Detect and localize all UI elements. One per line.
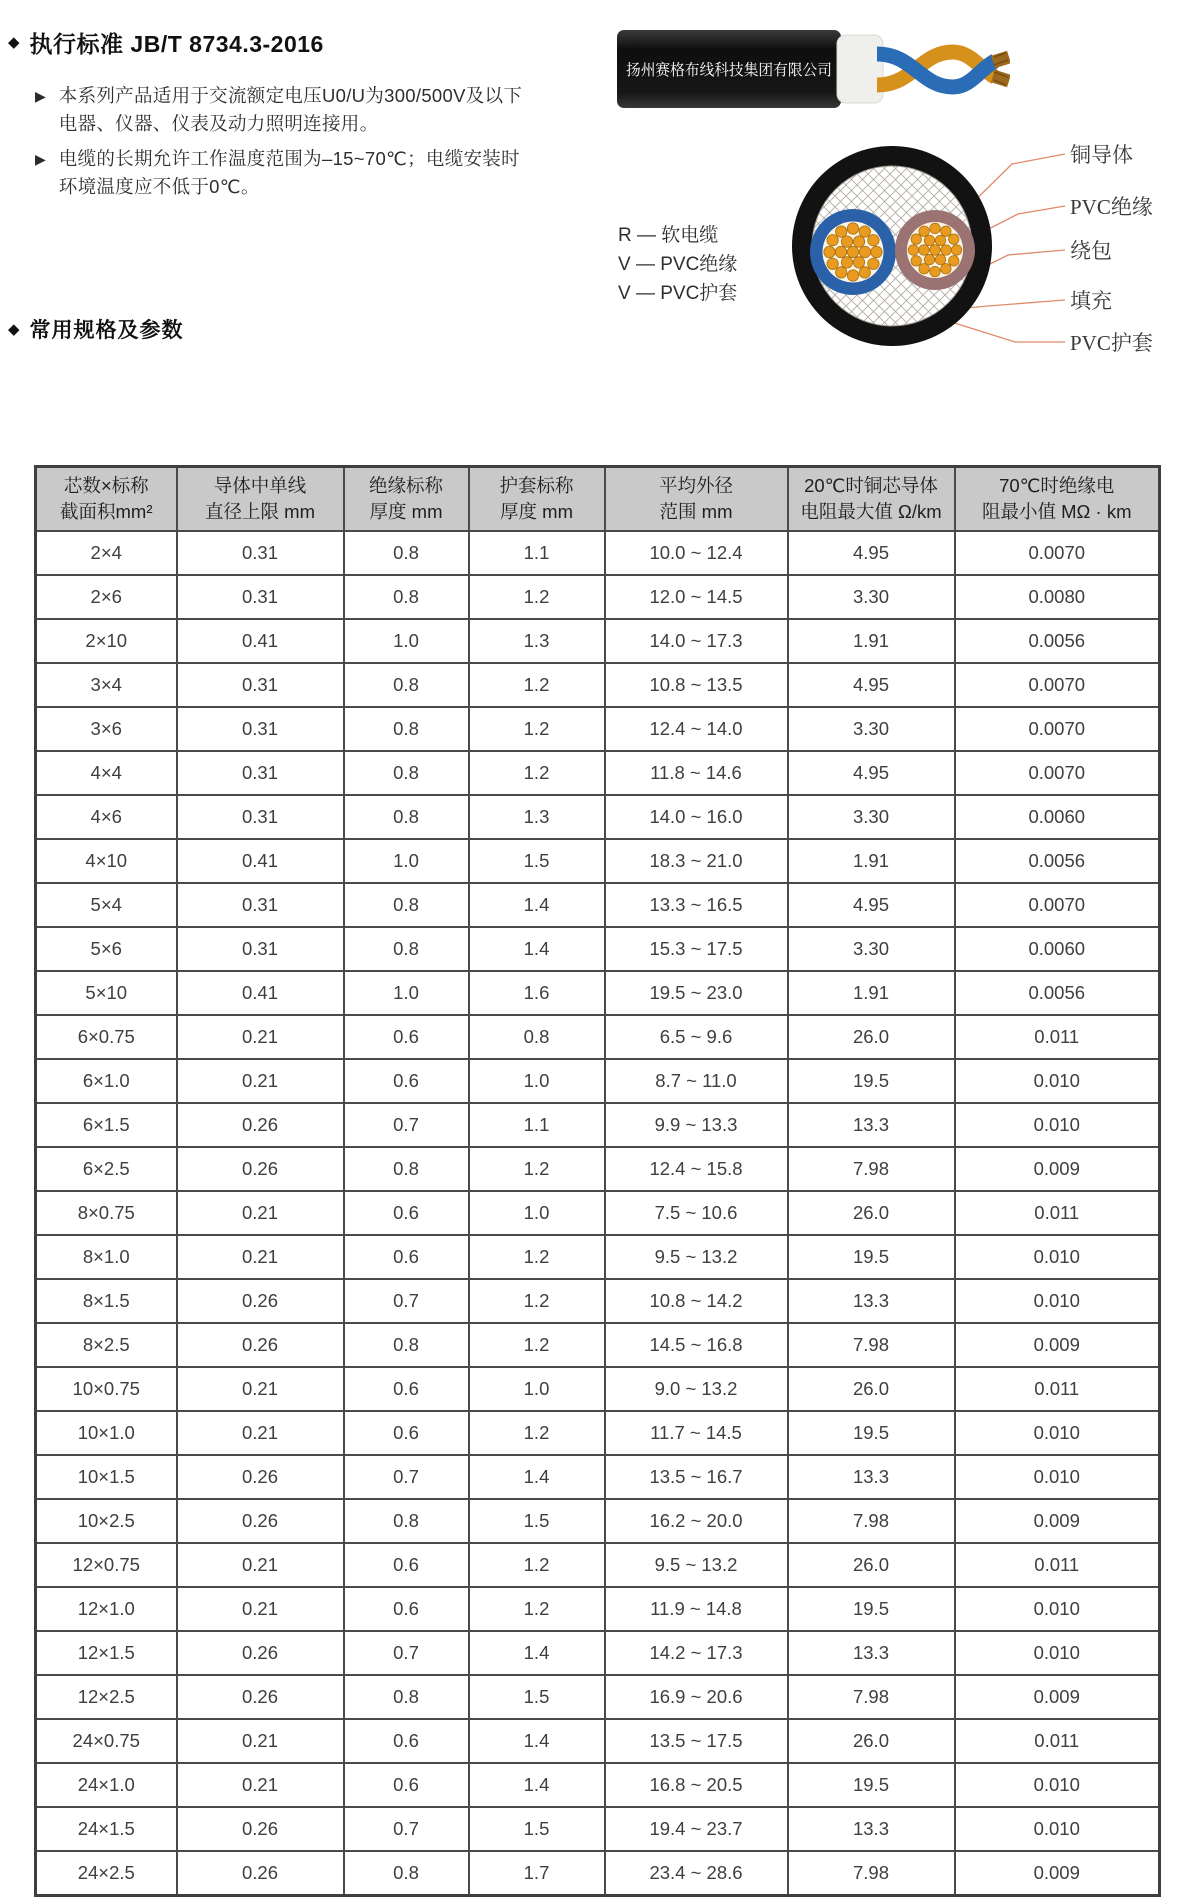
col-header-max-resistance: 20℃时铜芯导体 电阻最大值 Ω/km: [788, 467, 955, 532]
cable-inner-sheath: [837, 35, 883, 103]
table-cell: 0.7: [344, 1279, 469, 1323]
table-cell: 1.1: [469, 531, 605, 575]
table-cell: 0.26: [177, 1631, 344, 1675]
table-row: [36, 707, 1160, 751]
table-cell: 26.0: [788, 1543, 955, 1587]
table-cell: 0.6: [344, 1411, 469, 1455]
table-cell: 4×10: [36, 839, 177, 883]
table-cell: 14.0 ~ 17.3: [605, 619, 788, 663]
table-cell: 0.0056: [955, 619, 1160, 663]
table-cell: 6×1.0: [36, 1059, 177, 1103]
bullet-line: 电缆的长期允许工作温度范围为–15~70℃；电缆安装时: [58, 148, 520, 169]
table-cell: 7.98: [788, 1323, 955, 1367]
table-row: [36, 1411, 1160, 1455]
table-cell: 0.011: [955, 1543, 1160, 1587]
standard-title-text: 执行标准 JB/T 8734.3-2016: [29, 31, 324, 57]
table-cell: 0.31: [177, 531, 344, 575]
table-row: [36, 531, 1160, 575]
table-cell: 2×6: [36, 575, 177, 619]
table-cell: 0.21: [177, 1059, 344, 1103]
table-cell: 0.7: [344, 1103, 469, 1147]
section-title-text: 常用规格及参数: [29, 319, 184, 342]
table-cell: 19.5 ~ 23.0: [605, 971, 788, 1015]
table-row: [36, 1675, 1160, 1719]
table-header-row: [36, 467, 1160, 532]
model-letter-legend: [618, 221, 737, 308]
table-cell: 10.8 ~ 13.5: [605, 663, 788, 707]
table-cell: 11.8 ~ 14.6: [605, 751, 788, 795]
table-cell: 10.8 ~ 14.2: [605, 1279, 788, 1323]
table-cell: 7.98: [788, 1675, 955, 1719]
table-cell: 4.95: [788, 751, 955, 795]
table-cell: 10×1.0: [36, 1411, 177, 1455]
table-row: [36, 1103, 1160, 1147]
table-cell: 5×4: [36, 883, 177, 927]
table-row: [36, 619, 1160, 663]
table-cell: 0.009: [955, 1323, 1160, 1367]
triangle-bullet-icon: ▶: [35, 151, 46, 167]
table-cell: 5×6: [36, 927, 177, 971]
table-cell: 0.31: [177, 795, 344, 839]
table-cell: 12.4 ~ 14.0: [605, 707, 788, 751]
brown-core-copper-strands: [907, 222, 963, 278]
table-cell: 11.9 ~ 14.8: [605, 1587, 788, 1631]
table-cell: 1.2: [469, 663, 605, 707]
col-header-min-insulation-resistance: 70℃时绝缘电 阻最小值 MΩ · km: [955, 467, 1160, 532]
table-cell: 0.0070: [955, 751, 1160, 795]
table-cell: 1.2: [469, 751, 605, 795]
table-cell: 0.26: [177, 1147, 344, 1191]
blue-core-copper-strands: [823, 222, 884, 283]
table-cell: 0.6: [344, 1367, 469, 1411]
table-cell: 0.26: [177, 1323, 344, 1367]
table-cell: 1.0: [344, 971, 469, 1015]
table-cell: 0.21: [177, 1015, 344, 1059]
table-cell: 1.2: [469, 1543, 605, 1587]
table-cell: 0.8: [344, 883, 469, 927]
table-cell: 0.6: [344, 1191, 469, 1235]
table-row: [36, 1807, 1160, 1851]
bullet-item: [35, 145, 535, 201]
table-cell: 13.3: [788, 1807, 955, 1851]
diamond-bullet-icon: ◆: [8, 320, 20, 338]
table-cell: 6×0.75: [36, 1015, 177, 1059]
label-copper-conductor: 铜导体: [1070, 143, 1133, 167]
table-cell: 13.5 ~ 16.7: [605, 1455, 788, 1499]
label-filler: 填充: [1070, 289, 1112, 313]
bullet-line: 本系列产品适用于交流额定电压U0/U为300/500V及以下: [58, 85, 523, 106]
table-cell: 14.2 ~ 17.3: [605, 1631, 788, 1675]
table-cell: 0.31: [177, 883, 344, 927]
table-cell: 19.5: [788, 1411, 955, 1455]
table-row: [36, 1587, 1160, 1631]
table-cell: 1.0: [469, 1191, 605, 1235]
triangle-bullet-icon: ▶: [35, 88, 46, 104]
table-row: [36, 795, 1160, 839]
table-cell: 24×1.0: [36, 1763, 177, 1807]
table-cell: 0.26: [177, 1675, 344, 1719]
intro-bullets: [35, 82, 535, 208]
table-cell: 0.21: [177, 1191, 344, 1235]
table-cell: 0.21: [177, 1543, 344, 1587]
table-cell: 19.5: [788, 1235, 955, 1279]
legend-line: V — PVC绝缘: [618, 254, 738, 275]
table-cell: 0.010: [955, 1807, 1160, 1851]
table-cell: 0.8: [344, 663, 469, 707]
table-row: [36, 883, 1160, 927]
table-cell: 1.0: [469, 1059, 605, 1103]
table-cell: 0.8: [344, 575, 469, 619]
table-cell: 0.0070: [955, 883, 1160, 927]
table-cell: 6.5 ~ 9.6: [605, 1015, 788, 1059]
table-cell: 1.1: [469, 1103, 605, 1147]
table-cell: 3×4: [36, 663, 177, 707]
table-cell: 0.011: [955, 1367, 1160, 1411]
table-cell: 12×0.75: [36, 1543, 177, 1587]
table-cell: 0.0060: [955, 927, 1160, 971]
table-cell: 10×1.5: [36, 1455, 177, 1499]
table-cell: 26.0: [788, 1719, 955, 1763]
table-cell: 1.6: [469, 971, 605, 1015]
table-cell: 0.41: [177, 971, 344, 1015]
table-cell: 1.2: [469, 1587, 605, 1631]
table-row: [36, 1763, 1160, 1807]
table-cell: 0.0056: [955, 839, 1160, 883]
table-cell: 9.5 ~ 13.2: [605, 1235, 788, 1279]
table-row: [36, 1059, 1160, 1103]
col-header-outer-diameter: 平均外径 范围 mm: [605, 467, 788, 532]
table-cell: 1.2: [469, 1411, 605, 1455]
table-cell: 12×1.0: [36, 1587, 177, 1631]
table-cell: 26.0: [788, 1015, 955, 1059]
table-cell: 8.7 ~ 11.0: [605, 1059, 788, 1103]
table-cell: 18.3 ~ 21.0: [605, 839, 788, 883]
table-cell: 0.6: [344, 1543, 469, 1587]
table-cell: 1.3: [469, 619, 605, 663]
table-cell: 13.3 ~ 16.5: [605, 883, 788, 927]
table-cell: 1.91: [788, 839, 955, 883]
table-cell: 1.4: [469, 1763, 605, 1807]
bullet-line: 环境温度应不低于0℃。: [58, 176, 260, 197]
table-row: [36, 1323, 1160, 1367]
company-name-text: 扬州赛格布线科技集团有限公司: [626, 62, 844, 79]
table-cell: 0.26: [177, 1807, 344, 1851]
table-cell: 10×2.5: [36, 1499, 177, 1543]
table-cell: 13.3: [788, 1455, 955, 1499]
table-cell: 1.0: [344, 619, 469, 663]
table-cell: 1.5: [469, 1675, 605, 1719]
table-cell: 9.9 ~ 13.3: [605, 1103, 788, 1147]
spec-table-container: [34, 465, 1158, 1897]
table-cell: 13.3: [788, 1279, 955, 1323]
table-cell: 4.95: [788, 883, 955, 927]
table-cell: 13.3: [788, 1103, 955, 1147]
legend-line: V — PVC护套: [618, 283, 738, 304]
table-cell: 15.3 ~ 17.5: [605, 927, 788, 971]
table-cell: 11.7 ~ 14.5: [605, 1411, 788, 1455]
table-cell: 1.4: [469, 927, 605, 971]
cable-photo: [615, 28, 1010, 112]
table-row: [36, 1367, 1160, 1411]
table-cell: 0.31: [177, 575, 344, 619]
diamond-bullet-icon: ◆: [8, 34, 20, 51]
table-cell: 3.30: [788, 575, 955, 619]
table-row: [36, 839, 1160, 883]
table-cell: 1.2: [469, 1235, 605, 1279]
table-cell: 14.0 ~ 16.0: [605, 795, 788, 839]
table-row: [36, 1235, 1160, 1279]
table-cell: 0.7: [344, 1807, 469, 1851]
table-cell: 0.8: [344, 1675, 469, 1719]
table-cell: 0.010: [955, 1103, 1160, 1147]
table-row: [36, 751, 1160, 795]
table-cell: 0.8: [344, 1851, 469, 1896]
table-row: [36, 1499, 1160, 1543]
table-cell: 19.4 ~ 23.7: [605, 1807, 788, 1851]
table-cell: 10×0.75: [36, 1367, 177, 1411]
table-cell: 0.6: [344, 1719, 469, 1763]
table-cell: 24×0.75: [36, 1719, 177, 1763]
table-cell: 1.4: [469, 883, 605, 927]
table-cell: 12.0 ~ 14.5: [605, 575, 788, 619]
table-cell: 0.010: [955, 1279, 1160, 1323]
table-cell: 4.95: [788, 663, 955, 707]
table-cell: 0.0070: [955, 531, 1160, 575]
table-cell: 0.21: [177, 1411, 344, 1455]
table-cell: 0.009: [955, 1147, 1160, 1191]
table-cell: 0.8: [344, 1147, 469, 1191]
table-cell: 12×2.5: [36, 1675, 177, 1719]
table-cell: 8×2.5: [36, 1323, 177, 1367]
table-cell: 0.31: [177, 751, 344, 795]
table-row: [36, 1851, 1160, 1896]
table-cell: 1.2: [469, 1147, 605, 1191]
table-cell: 0.6: [344, 1763, 469, 1807]
table-cell: 3.30: [788, 795, 955, 839]
table-cell: 0.010: [955, 1059, 1160, 1103]
table-cell: 0.8: [344, 795, 469, 839]
table-cell: 0.6: [344, 1015, 469, 1059]
table-cell: 13.5 ~ 17.5: [605, 1719, 788, 1763]
table-cell: 1.2: [469, 575, 605, 619]
table-cell: 4×6: [36, 795, 177, 839]
table-cell: 1.4: [469, 1719, 605, 1763]
col-header-spec: 芯数×标称 截面积mm²: [36, 467, 177, 532]
table-cell: 0.6: [344, 1235, 469, 1279]
table-cell: 12.4 ~ 15.8: [605, 1147, 788, 1191]
table-cell: 16.2 ~ 20.0: [605, 1499, 788, 1543]
table-cell: 7.98: [788, 1499, 955, 1543]
table-cell: 13.3: [788, 1631, 955, 1675]
col-header-sheath-thickness: 护套标称 厚度 mm: [469, 467, 605, 532]
spec-table: [34, 465, 1161, 1897]
table-cell: 14.5 ~ 16.8: [605, 1323, 788, 1367]
table-cell: 0.010: [955, 1235, 1160, 1279]
table-cell: 1.91: [788, 619, 955, 663]
table-cell: 0.0070: [955, 707, 1160, 751]
table-cell: 1.0: [469, 1367, 605, 1411]
table-cell: 0.8: [344, 707, 469, 751]
table-row: [36, 575, 1160, 619]
table-cell: 0.31: [177, 663, 344, 707]
table-cell: 1.2: [469, 1323, 605, 1367]
table-row: [36, 1543, 1160, 1587]
table-cell: 0.011: [955, 1015, 1160, 1059]
table-cell: 26.0: [788, 1367, 955, 1411]
table-cell: 0.0080: [955, 575, 1160, 619]
table-cell: 0.8: [344, 531, 469, 575]
table-cell: 19.5: [788, 1059, 955, 1103]
table-cell: 3.30: [788, 927, 955, 971]
table-cell: 0.26: [177, 1455, 344, 1499]
table-cell: 0.41: [177, 839, 344, 883]
table-cell: 0.011: [955, 1191, 1160, 1235]
table-cell: 0.010: [955, 1763, 1160, 1807]
table-cell: 8×1.0: [36, 1235, 177, 1279]
table-cell: 1.91: [788, 971, 955, 1015]
table-cell: 0.6: [344, 1587, 469, 1631]
table-cell: 0.41: [177, 619, 344, 663]
table-cell: 0.009: [955, 1499, 1160, 1543]
table-cell: 0.21: [177, 1367, 344, 1411]
table-cell: 19.5: [788, 1763, 955, 1807]
table-cell: 0.6: [344, 1059, 469, 1103]
table-cell: 0.8: [344, 1499, 469, 1543]
table-cell: 1.4: [469, 1455, 605, 1499]
table-row: [36, 1719, 1160, 1763]
table-cell: 0.26: [177, 1279, 344, 1323]
table-cell: 0.21: [177, 1719, 344, 1763]
table-cell: 0.8: [344, 1323, 469, 1367]
table-cell: 0.009: [955, 1675, 1160, 1719]
table-cell: 6×1.5: [36, 1103, 177, 1147]
table-cell: 10.0 ~ 12.4: [605, 531, 788, 575]
table-cell: 5×10: [36, 971, 177, 1015]
table-cell: 0.010: [955, 1587, 1160, 1631]
table-cell: 0.21: [177, 1235, 344, 1279]
table-cell: 0.31: [177, 707, 344, 751]
table-row: [36, 1631, 1160, 1675]
table-cell: 0.8: [344, 927, 469, 971]
table-cell: 6×2.5: [36, 1147, 177, 1191]
bullet-line: 电器、仪器、仪表及动力照明连接用。: [58, 113, 379, 134]
table-cell: 12×1.5: [36, 1631, 177, 1675]
table-cell: 2×10: [36, 619, 177, 663]
table-cell: 7.5 ~ 10.6: [605, 1191, 788, 1235]
table-row: [36, 927, 1160, 971]
table-cell: 0.21: [177, 1587, 344, 1631]
table-cell: 1.0: [344, 839, 469, 883]
table-cell: 0.8: [344, 751, 469, 795]
table-cell: 0.21: [177, 1763, 344, 1807]
table-cell: 8×0.75: [36, 1191, 177, 1235]
table-row: [36, 1015, 1160, 1059]
table-cell: 0.7: [344, 1455, 469, 1499]
table-cell: 16.8 ~ 20.5: [605, 1763, 788, 1807]
table-cell: 0.010: [955, 1455, 1160, 1499]
table-cell: 0.8: [469, 1015, 605, 1059]
table-cell: 16.9 ~ 20.6: [605, 1675, 788, 1719]
table-row: [36, 1147, 1160, 1191]
table-cell: 0.26: [177, 1103, 344, 1147]
section-title: [8, 314, 184, 344]
label-pvc-insulation: PVC绝缘: [1070, 195, 1153, 219]
table-cell: 24×2.5: [36, 1851, 177, 1896]
table-cell: 23.4 ~ 28.6: [605, 1851, 788, 1896]
table-cell: 24×1.5: [36, 1807, 177, 1851]
table-cell: 1.2: [469, 707, 605, 751]
table-row: [36, 971, 1160, 1015]
table-cell: 7.98: [788, 1851, 955, 1896]
table-cell: 1.4: [469, 1631, 605, 1675]
table-cell: 0.31: [177, 927, 344, 971]
table-cell: 9.0 ~ 13.2: [605, 1367, 788, 1411]
table-cell: 1.2: [469, 1279, 605, 1323]
table-cell: 7.98: [788, 1147, 955, 1191]
table-cell: 0.009: [955, 1851, 1160, 1896]
table-cell: 3×6: [36, 707, 177, 751]
table-cell: 0.010: [955, 1411, 1160, 1455]
table-cell: 0.0060: [955, 795, 1160, 839]
table-cell: 19.5: [788, 1587, 955, 1631]
table-row: [36, 663, 1160, 707]
table-cell: 0.0070: [955, 663, 1160, 707]
table-cell: 9.5 ~ 13.2: [605, 1543, 788, 1587]
table-cell: 8×1.5: [36, 1279, 177, 1323]
bullet-item: [35, 82, 535, 138]
label-pvc-sheath: PVC护套: [1070, 331, 1153, 355]
table-row: [36, 1191, 1160, 1235]
col-header-insulation-thickness: 绝缘标称 厚度 mm: [344, 467, 469, 532]
legend-line: R — 软电缆: [618, 225, 719, 246]
table-cell: 0.26: [177, 1499, 344, 1543]
table-cell: 0.011: [955, 1719, 1160, 1763]
table-cell: 1.5: [469, 839, 605, 883]
label-wrapping: 绕包: [1070, 239, 1112, 263]
table-cell: 1.7: [469, 1851, 605, 1896]
table-cell: 0.7: [344, 1631, 469, 1675]
table-cell: 0.26: [177, 1851, 344, 1896]
table-cell: 3.30: [788, 707, 955, 751]
table-cell: 0.0056: [955, 971, 1160, 1015]
table-cell: 0.010: [955, 1631, 1160, 1675]
table-cell: 4.95: [788, 531, 955, 575]
table-cell: 26.0: [788, 1191, 955, 1235]
table-cell: 1.3: [469, 795, 605, 839]
table-row: [36, 1455, 1160, 1499]
table-cell: 1.5: [469, 1499, 605, 1543]
table-row: [36, 1279, 1160, 1323]
spec-table-body: [36, 531, 1160, 1896]
table-cell: 2×4: [36, 531, 177, 575]
col-header-wire-diameter: 导体中单线 直径上限 mm: [177, 467, 344, 532]
table-cell: 4×4: [36, 751, 177, 795]
page-title: [8, 26, 324, 59]
table-cell: 1.5: [469, 1807, 605, 1851]
